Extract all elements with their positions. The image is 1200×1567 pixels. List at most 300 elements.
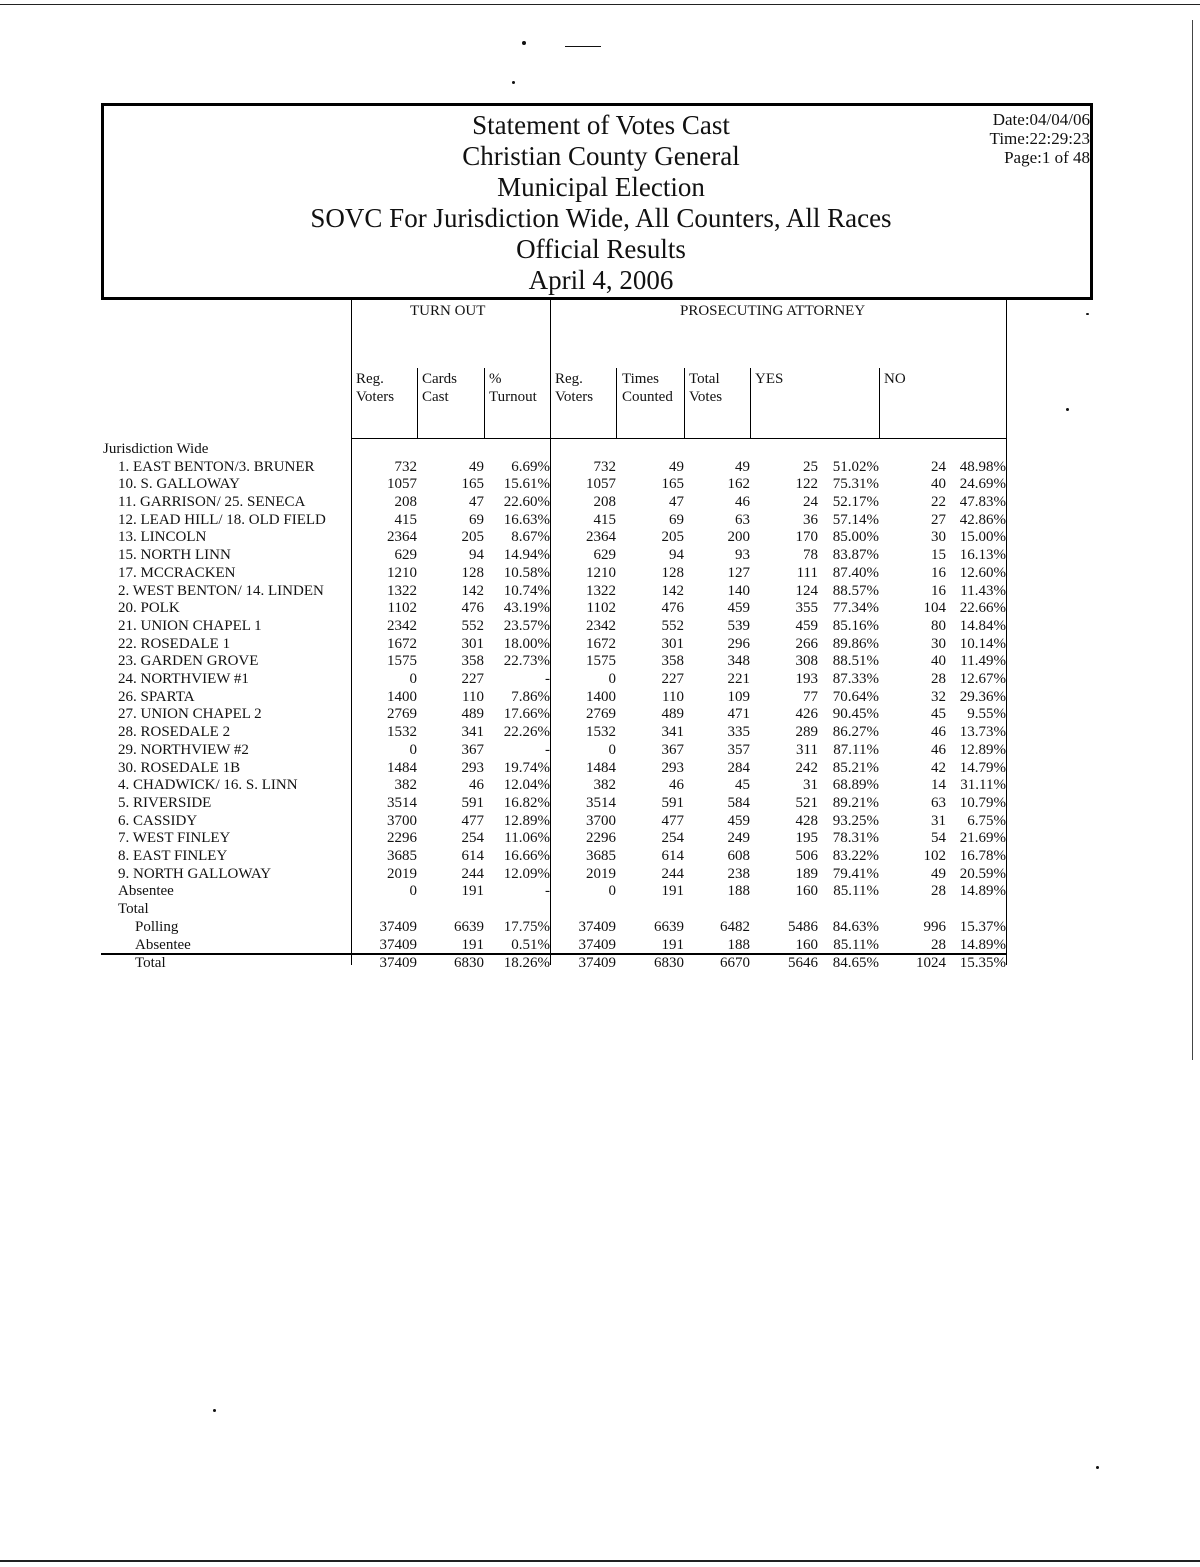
table-cell: 37409: [578, 955, 616, 972]
table-cell: 1400: [387, 688, 417, 705]
table-cell: 75.31%: [832, 476, 879, 493]
table-cell: 591: [461, 794, 484, 811]
table-cell: 12.89%: [503, 812, 550, 829]
table-cell: 2769: [387, 706, 417, 723]
table-cell: 477: [661, 812, 684, 829]
table-cell: 732: [394, 458, 417, 475]
row-label: 12. LEAD HILL/ 18. OLD FIELD: [118, 511, 326, 528]
table-cell: 42.86%: [959, 511, 1006, 528]
table-row: [0, 671, 1200, 689]
table-cell: 1672: [586, 635, 616, 652]
table-cell: 6830: [654, 955, 684, 972]
table-cell: 1400: [586, 688, 616, 705]
scan-speck: [522, 41, 526, 45]
table-cell: 191: [661, 936, 684, 953]
table-cell: 37409: [578, 918, 616, 935]
table-cell: 2364: [586, 529, 616, 546]
table-cell: 31: [803, 777, 818, 794]
table-cell: 14.84%: [959, 617, 1006, 634]
table-row: [0, 618, 1200, 636]
table-row: [0, 706, 1200, 724]
table-cell: 16: [931, 564, 946, 581]
col-reg-voters: Reg. Voters: [356, 371, 395, 405]
table-cell: 23.57%: [503, 617, 550, 634]
table-cell: 415: [593, 511, 616, 528]
table-cell: 367: [461, 741, 484, 758]
table-cell: 188: [727, 883, 750, 900]
table-cell: 289: [795, 724, 818, 741]
table-cell: 5646: [788, 955, 818, 972]
table-cell: 1484: [586, 759, 616, 776]
table-cell: 205: [461, 529, 484, 546]
totals-row: [0, 919, 1200, 937]
table-cell: 2019: [387, 865, 417, 882]
row-label: 7. WEST FINLEY: [118, 830, 231, 847]
table-row: [0, 742, 1200, 760]
table-row: [0, 653, 1200, 671]
table-cell: 11.06%: [504, 830, 550, 847]
row-label: 27. UNION CHAPEL 2: [118, 706, 262, 723]
table-cell: 254: [461, 830, 484, 847]
table-cell: 22: [931, 494, 946, 510]
table-cell: 15.00%: [959, 529, 1006, 546]
table-cell: 162: [727, 476, 750, 493]
table-cell: 367: [661, 741, 684, 758]
row-label: 1. EAST BENTON/3. BRUNER: [118, 458, 315, 475]
table-cell: 20.59%: [959, 865, 1006, 882]
table-cell: 476: [461, 600, 484, 617]
table-row: [0, 547, 1200, 565]
table-cell: 22.26%: [503, 724, 550, 741]
report-meta: [990, 110, 1090, 167]
row-label: Total: [135, 955, 166, 972]
table-row: [0, 724, 1200, 742]
table-row: [0, 777, 1200, 795]
table-cell: 89.21%: [832, 794, 879, 811]
table-cell: 140: [727, 582, 750, 599]
table-cell: -: [545, 741, 550, 758]
table-cell: 57.14%: [832, 511, 879, 528]
table-cell: 459: [727, 812, 750, 829]
table-cell: 49: [735, 458, 750, 475]
table-cell: 732: [593, 458, 616, 475]
table-cell: 87.40%: [832, 564, 879, 581]
table-cell: 160: [795, 883, 818, 900]
table-cell: 266: [795, 635, 818, 652]
table-cell: 77.34%: [832, 600, 879, 617]
table-cell: 227: [661, 671, 684, 687]
table-cell: 88.57%: [832, 582, 879, 599]
title-line: Statement of Votes Cast: [472, 110, 730, 140]
row-label: 22. ROSEDALE 1: [118, 635, 231, 652]
table-row: [0, 494, 1200, 512]
table-rule: [484, 368, 485, 438]
row-label: 21. UNION CHAPEL 1: [118, 617, 262, 634]
table-cell: 18.00%: [503, 635, 550, 652]
table-cell: 476: [661, 600, 684, 617]
table-cell: 83.22%: [832, 848, 879, 864]
table-cell: 15: [931, 547, 946, 564]
scan-speck: [213, 1409, 216, 1412]
table-cell: 244: [661, 865, 684, 882]
col-turnout-pct: % Turnout: [489, 371, 537, 405]
table-cell: 10.74%: [503, 582, 550, 599]
table-cell: 12.89%: [959, 741, 1006, 758]
group-turnout: TURN OUT: [410, 303, 486, 319]
table-cell: 614: [661, 848, 684, 864]
table-cell: 6.69%: [511, 458, 550, 475]
table-cell: 63: [735, 511, 750, 528]
table-cell: 15.61%: [503, 476, 550, 493]
table-cell: 16: [931, 582, 946, 599]
table-cell: 208: [593, 494, 616, 510]
table-cell: 6670: [720, 955, 750, 972]
table-cell: 127: [727, 564, 750, 581]
table-cell: 16.82%: [503, 794, 550, 811]
row-label: Polling: [135, 918, 179, 935]
table-cell: 341: [461, 724, 484, 741]
table-cell: 109: [727, 688, 750, 705]
table-cell: 85.11%: [833, 936, 879, 953]
table-cell: 16.63%: [503, 511, 550, 528]
col-times-counted: Times Counted: [622, 371, 673, 405]
table-cell: 25: [803, 458, 818, 475]
report-page: Page:1 of 48: [1004, 148, 1090, 167]
table-row: [0, 583, 1200, 601]
table-cell: 85.00%: [832, 529, 879, 546]
table-cell: 1024: [916, 955, 946, 972]
row-label: 11. GARRISON/ 25. SENECA: [118, 494, 306, 510]
table-cell: 69: [669, 511, 684, 528]
table-cell: 47: [469, 494, 484, 510]
table-cell: 0: [608, 671, 616, 687]
table-cell: 14.94%: [503, 547, 550, 564]
table-cell: 46: [931, 741, 946, 758]
table-cell: 22.60%: [503, 494, 550, 510]
table-cell: 47.83%: [959, 494, 1006, 510]
table-cell: 142: [461, 582, 484, 599]
table-cell: 17.75%: [503, 918, 550, 935]
table-cell: 11.49%: [960, 653, 1006, 670]
table-row: [0, 830, 1200, 848]
table-cell: 335: [727, 724, 750, 741]
table-cell: 0: [409, 671, 417, 687]
table-cell: 308: [795, 653, 818, 670]
table-cell: 0: [409, 741, 417, 758]
row-label: 20. POLK: [118, 600, 180, 617]
table-rule: [417, 368, 418, 438]
table-cell: 459: [795, 617, 818, 634]
table-cell: 40: [931, 653, 946, 670]
table-cell: 1532: [586, 724, 616, 741]
table-cell: 9.55%: [967, 706, 1006, 723]
table-cell: 68.89%: [832, 777, 879, 794]
table-cell: 28: [931, 671, 946, 687]
table-cell: 51.02%: [832, 458, 879, 475]
table-cell: 301: [661, 635, 684, 652]
table-cell: 10.14%: [959, 635, 1006, 652]
table-cell: 311: [796, 741, 818, 758]
table-cell: 54: [931, 830, 946, 847]
table-cell: 2296: [586, 830, 616, 847]
table-cell: 165: [461, 476, 484, 493]
row-label: 9. NORTH GALLOWAY: [118, 865, 272, 882]
row-label: 15. NORTH LINN: [118, 547, 231, 564]
table-cell: 102: [923, 848, 946, 864]
table-cell: 15.37%: [959, 918, 1006, 935]
table-cell: 11.43%: [960, 582, 1006, 599]
table-cell: 37409: [578, 936, 616, 953]
table-cell: 189: [795, 865, 818, 882]
table-cell: 1057: [586, 476, 616, 493]
table-cell: 584: [727, 794, 750, 811]
table-cell: 242: [795, 759, 818, 776]
row-label: 10. S. GALLOWAY: [118, 476, 240, 493]
col-yes: YES: [755, 371, 784, 387]
table-row: [0, 813, 1200, 831]
row-label: 13. LINCOLN: [118, 529, 207, 546]
table-cell: 6639: [454, 918, 484, 935]
table-cell: 191: [461, 883, 484, 900]
grand-total-row: [0, 955, 1200, 973]
table-cell: 22.66%: [959, 600, 1006, 617]
table-cell: 85.11%: [833, 883, 879, 900]
table-row: [0, 529, 1200, 547]
col-race-reg-voters: Reg. Voters: [555, 371, 594, 405]
report-time: Time:22:29:23: [989, 129, 1090, 148]
table-cell: 3514: [586, 794, 616, 811]
table-cell: 358: [461, 653, 484, 670]
table-row: [0, 565, 1200, 583]
table-cell: 2364: [387, 529, 417, 546]
table-row: [0, 476, 1200, 494]
table-cell: 83.87%: [832, 547, 879, 564]
table-rule: [351, 438, 1007, 439]
table-cell: 37409: [379, 936, 417, 953]
table-cell: 238: [727, 865, 750, 882]
table-cell: 193: [795, 671, 818, 687]
table-cell: 6.75%: [967, 812, 1006, 829]
table-cell: 122: [795, 476, 818, 493]
table-cell: 12.60%: [959, 564, 1006, 581]
title-line: Official Results: [516, 234, 686, 264]
table-cell: 244: [461, 865, 484, 882]
table-cell: 29.36%: [959, 688, 1006, 705]
table-cell: 296: [727, 635, 750, 652]
title-line: Municipal Election: [497, 172, 705, 202]
table-cell: 2019: [586, 865, 616, 882]
table-cell: 2342: [387, 617, 417, 634]
table-cell: 1322: [387, 582, 417, 599]
table-cell: 0.51%: [511, 936, 550, 953]
table-cell: 85.21%: [832, 759, 879, 776]
table-cell: 14.79%: [959, 759, 1006, 776]
table-cell: 188: [727, 936, 750, 953]
table-cell: 24.69%: [959, 476, 1006, 493]
table-cell: 160: [795, 936, 818, 953]
table-cell: 552: [461, 617, 484, 634]
title-line: April 4, 2006: [528, 265, 674, 295]
table-cell: 0: [608, 741, 616, 758]
row-label: 17. MCCRACKEN: [118, 564, 236, 581]
table-cell: 46: [669, 777, 684, 794]
table-row: [0, 512, 1200, 530]
col-no: NO: [884, 371, 906, 387]
table-cell: 3685: [586, 848, 616, 864]
table-cell: 10.58%: [503, 564, 550, 581]
page-edge-bottom: [0, 1560, 1200, 1562]
table-cell: 24: [931, 458, 946, 475]
table-cell: 355: [795, 600, 818, 617]
table-cell: 14.89%: [959, 883, 1006, 900]
table-cell: 28: [931, 883, 946, 900]
table-cell: 18.26%: [503, 955, 550, 972]
table-cell: 80: [931, 617, 946, 634]
row-label: 28. ROSEDALE 2: [118, 724, 231, 741]
table-cell: 205: [661, 529, 684, 546]
table-row: [0, 760, 1200, 778]
table-cell: 426: [795, 706, 818, 723]
table-cell: 63: [931, 794, 946, 811]
table-cell: 3685: [387, 848, 417, 864]
table-cell: 200: [727, 529, 750, 546]
table-cell: 14: [931, 777, 946, 794]
table-cell: 506: [795, 848, 818, 864]
table-cell: 0: [608, 883, 616, 900]
row-label: 23. GARDEN GROVE: [118, 653, 259, 670]
table-rule: [879, 368, 880, 438]
row-label: Absentee: [118, 883, 174, 900]
table-cell: 87.11%: [833, 741, 879, 758]
report-date: Date:04/04/06: [992, 110, 1090, 129]
row-label: 2. WEST BENTON/ 14. LINDEN: [118, 582, 324, 599]
table-cell: 301: [461, 635, 484, 652]
section-label: Jurisdiction Wide: [103, 441, 209, 457]
table-cell: 2769: [586, 706, 616, 723]
table-cell: 45: [735, 777, 750, 794]
totals-label: Total: [118, 901, 149, 918]
table-cell: 93.25%: [832, 812, 879, 829]
table-cell: 142: [661, 582, 684, 599]
table-cell: 195: [795, 830, 818, 847]
table-cell: 293: [661, 759, 684, 776]
row-label: Absentee: [135, 936, 191, 953]
table-cell: 1532: [387, 724, 417, 741]
table-cell: 6830: [454, 955, 484, 972]
table-cell: 79.41%: [832, 865, 879, 882]
table-cell: 40: [931, 476, 946, 493]
table-row: [0, 883, 1200, 901]
table-cell: 428: [795, 812, 818, 829]
table-row: [0, 600, 1200, 618]
table-cell: 552: [661, 617, 684, 634]
table-cell: 89.86%: [832, 635, 879, 652]
table-cell: 382: [394, 777, 417, 794]
table-cell: 521: [795, 794, 818, 811]
table-cell: 165: [661, 476, 684, 493]
table-cell: 24: [803, 494, 818, 510]
row-label: 8. EAST FINLEY: [118, 848, 228, 864]
totals-label-row: [0, 901, 1200, 919]
col-total-votes: Total Votes: [689, 371, 723, 405]
table-cell: 37409: [379, 955, 417, 972]
scan-speck: [565, 46, 601, 47]
table-cell: 489: [661, 706, 684, 723]
table-cell: 591: [661, 794, 684, 811]
table-row: [0, 795, 1200, 813]
table-cell: 19.74%: [503, 759, 550, 776]
table-cell: 1575: [586, 653, 616, 670]
table-cell: 191: [661, 883, 684, 900]
row-label: 30. ROSEDALE 1B: [118, 759, 241, 776]
table-cell: 1484: [387, 759, 417, 776]
table-cell: 42: [931, 759, 946, 776]
report-title: [104, 110, 1098, 296]
table-cell: 94: [469, 547, 484, 564]
table-cell: 90.45%: [832, 706, 879, 723]
table-cell: 31: [931, 812, 946, 829]
scan-speck: [512, 81, 515, 84]
table-cell: 249: [727, 830, 750, 847]
table-cell: 49: [669, 458, 684, 475]
table-cell: 48.98%: [959, 458, 1006, 475]
table-cell: 110: [462, 688, 484, 705]
table-cell: 3700: [387, 812, 417, 829]
table-cell: 28: [931, 936, 946, 953]
table-cell: 14.89%: [959, 936, 1006, 953]
table-cell: 477: [461, 812, 484, 829]
row-label: 6. CASSIDY: [118, 812, 198, 829]
table-cell: 293: [461, 759, 484, 776]
table-cell: 22.73%: [503, 653, 550, 670]
table-cell: 47: [669, 494, 684, 510]
table-cell: 284: [727, 759, 750, 776]
table-cell: 6639: [654, 918, 684, 935]
table-row: [0, 459, 1200, 477]
table-cell: 70.64%: [832, 688, 879, 705]
row-label: 5. RIVERSIDE: [118, 794, 212, 811]
table-cell: 69: [469, 511, 484, 528]
table-cell: 1672: [387, 635, 417, 652]
table-cell: 128: [461, 564, 484, 581]
table-cell: 1057: [387, 476, 417, 493]
table-cell: 3514: [387, 794, 417, 811]
table-cell: 614: [461, 848, 484, 864]
table-row: [0, 689, 1200, 707]
table-cell: 16.78%: [959, 848, 1006, 864]
votes-table: [0, 300, 1200, 980]
row-label: 29. NORTHVIEW #2: [118, 741, 249, 758]
table-cell: 77: [803, 688, 818, 705]
table-cell: 78: [803, 547, 818, 564]
table-cell: 49: [469, 458, 484, 475]
table-cell: 12.04%: [503, 777, 550, 794]
table-cell: 36: [803, 511, 818, 528]
table-cell: 93: [735, 547, 750, 564]
table-cell: -: [545, 883, 550, 900]
table-cell: 358: [661, 653, 684, 670]
table-cell: -: [545, 671, 550, 687]
table-cell: 1322: [586, 582, 616, 599]
table-cell: 5486: [788, 918, 818, 935]
table-cell: 357: [727, 741, 750, 758]
table-cell: 608: [727, 848, 750, 864]
page-edge-top: [0, 4, 1200, 5]
table-cell: 1210: [586, 564, 616, 581]
table-cell: 6482: [720, 918, 750, 935]
report-header: [101, 103, 1093, 300]
table-cell: 110: [662, 688, 684, 705]
